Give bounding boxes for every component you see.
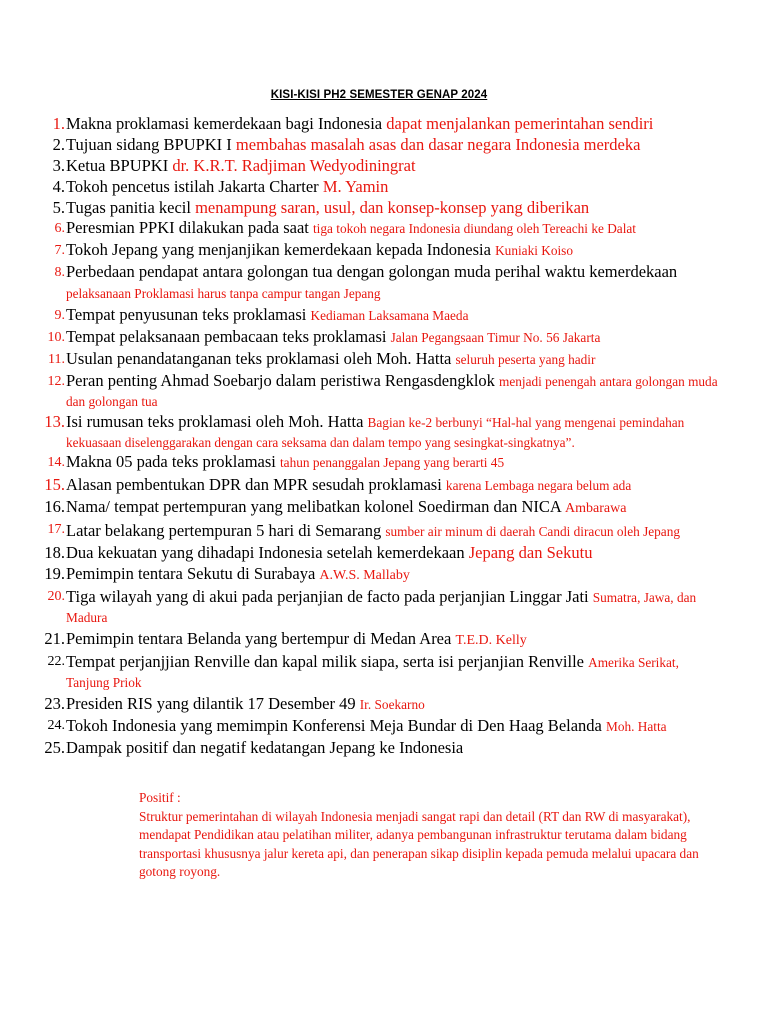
- item-number: 2.: [52, 135, 65, 154]
- list-item: [0, 412, 768, 452]
- list-item: [0, 176, 768, 197]
- list-item: [0, 371, 768, 412]
- question-text: Tempat penyusunan teks proklamasi: [66, 305, 311, 324]
- question-text: Alasan pembentukan DPR dan MPR sesudah proklamasi: [66, 475, 446, 494]
- answer-text: dapat menjalankan pemerintahan sendiri: [386, 114, 654, 133]
- answer-text: tiga tokoh negara Indonesia diundang oleh Tereachi ke Dalat: [312, 221, 636, 236]
- list-item: [0, 519, 768, 542]
- answer-text: A.W.S. Mallaby: [319, 568, 410, 583]
- answer-text: seluruh peserta yang hadir: [455, 352, 596, 367]
- question-text: Presiden RIS yang dilantik 17 Desember 49: [66, 694, 360, 713]
- answer-text: Jepang dan Sekutu: [468, 543, 593, 562]
- question-text: Peran penting Ahmad Soebarjo dalam peristiwa Rengasdengklok: [66, 371, 500, 390]
- question-text: Tujuan sidang BPUPKI I: [66, 135, 236, 154]
- item-number: 21.: [44, 629, 65, 648]
- question-text: Dampak positif dan negatif kedatangan Jepang ke Indonesia: [66, 738, 464, 757]
- question-text: Perbedaan pendapat antara golongan tua dengan golongan muda perihal waktu kemerdekaan: [66, 262, 678, 281]
- document-title: KISI-KISI PH2 SEMESTER GENAP 2024: [270, 89, 488, 101]
- item-number: 6.: [54, 221, 65, 236]
- answer-text: Jalan Pegangsaan Timur No. 56 Jakarta: [390, 330, 601, 345]
- list-item: [0, 496, 768, 519]
- list-item: [0, 197, 768, 218]
- answer-text: Sumatra, Jawa, dan Madura: [66, 590, 697, 625]
- list-item: [0, 474, 768, 496]
- item-number: 5.: [52, 198, 65, 217]
- item-number: 13.: [44, 412, 65, 431]
- answer-text: Ambarawa: [565, 501, 627, 516]
- answer-text: dr. K.R.T. Radjiman Wedyodiningrat: [172, 156, 416, 175]
- list-item: [0, 628, 768, 651]
- question-text: Tokoh Jepang yang menjanjikan kemerdekaan kepada Indonesia: [66, 240, 496, 259]
- answer-text: Ir. Soekarno: [359, 697, 425, 712]
- positif-label: Positif :: [139, 790, 181, 805]
- list-item: [0, 218, 768, 240]
- list-item: [0, 452, 768, 474]
- answer-text: karena Lembaga negara belum ada: [445, 478, 632, 493]
- question-text: Makna proklamasi kemerdekaan bagi Indonesia: [66, 114, 387, 133]
- item-number: 9.: [54, 308, 65, 323]
- answer-text: menjadi penengah antara golongan muda dan golongan tua: [66, 374, 718, 409]
- positif-text: Struktur pemerintahan di wilayah Indonesia menjadi sangat rapi dan detail (RT dan RW di masyarakat), mendapat Pendidikan atau pelatihan militer, adanya pembangunan infrastruktur terutama dalam bidang transportasi khususnya jalur kereta api, dan penerapan sikap disiplin kepada pemuda melalui upacara dan gotong royong.: [139, 808, 699, 880]
- item-number: 22.: [47, 654, 65, 669]
- item-number: 1.: [52, 114, 65, 133]
- answer-text: Moh. Hatta: [606, 719, 667, 734]
- item-number: 17.: [47, 522, 65, 537]
- question-text: Dua kekuatan yang dihadapi Indonesia setelah kemerdekaan: [66, 543, 469, 562]
- list-item: [0, 305, 768, 327]
- list-item: [0, 113, 768, 134]
- item-number: 7.: [54, 243, 65, 258]
- list-item: [0, 563, 768, 586]
- question-text: Latar belakang pertempuran 5 hari di Semarang: [66, 521, 386, 540]
- question-text: Pemimpin tentara Sekutu di Surabaya: [66, 564, 320, 583]
- item-number: 10.: [47, 330, 65, 345]
- list-item: [0, 715, 768, 737]
- list-item: [0, 240, 768, 262]
- question-text: Tokoh pencetus istilah Jakarta Charter: [66, 177, 323, 196]
- item-number: 18.: [44, 543, 65, 562]
- item-number: 19.: [44, 564, 65, 583]
- list-item: [0, 155, 768, 176]
- question-text: Isi rumusan teks proklamasi oleh Moh. Hatta: [66, 412, 368, 431]
- question-text: Nama/ tempat pertempuran yang melibatkan kolonel Soedirman dan NICA: [66, 497, 565, 516]
- list-item: [0, 327, 768, 349]
- item-number: 23.: [44, 694, 65, 713]
- question-text: Tokoh Indonesia yang memimpin Konferensi Meja Bundar di Den Haag Belanda: [66, 716, 606, 735]
- question-text: Makna 05 pada teks proklamasi: [66, 452, 280, 471]
- item-number: 12.: [47, 374, 65, 389]
- list-item: [0, 651, 768, 693]
- question-text: Usulan penandatanganan teks proklamasi oleh Moh. Hatta: [66, 349, 456, 368]
- answer-text: Bagian ke-2 berbunyi “Hal-hal yang mengenai pemindahan kekuasaan diselenggarakan dengan cara seksama dan dalam tempo yang sesingkat-singkatnya”.: [66, 415, 685, 450]
- item-number: 3.: [52, 156, 65, 175]
- item-number: 25.: [44, 738, 65, 757]
- answer-text: T.E.D. Kelly: [455, 633, 527, 648]
- list-item: [0, 134, 768, 155]
- question-list: [0, 113, 768, 759]
- answer-text: Kuniaki Koiso: [495, 243, 574, 258]
- question-text: Tempat perjanjjian Renville dan kapal milik siapa, serta isi perjanjian Renville: [66, 652, 589, 671]
- question-text: Tiga wilayah yang di akui pada perjanjian de facto pada perjanjian Linggar Jati: [66, 587, 593, 606]
- list-item: [0, 693, 768, 715]
- list-item: [0, 262, 768, 305]
- answer-text: pelaksanaan Proklamasi harus tanpa campur tangan Jepang: [66, 286, 381, 301]
- item-number: 8.: [54, 265, 65, 280]
- answer-text: M. Yamin: [322, 177, 389, 196]
- question-text: Tempat pelaksanaan pembacaan teks proklamasi: [66, 327, 391, 346]
- question-text: Peresmian PPKI dilakukan pada saat: [66, 218, 313, 237]
- answer-text: menampung saran, usul, dan konsep-konsep yang diberikan: [195, 198, 590, 217]
- answer-text: tahun penanggalan Jepang yang berarti 45: [279, 455, 505, 470]
- answer-text: membahas masalah asas dan dasar negara Indonesia merdeka: [235, 135, 641, 154]
- question-text: Pemimpin tentara Belanda yang bertempur di Medan Area: [66, 629, 456, 648]
- answer-text: Kediaman Laksamana Maeda: [310, 308, 469, 323]
- item-number: 20.: [47, 589, 65, 604]
- list-item: [0, 349, 768, 371]
- item-number: 15.: [44, 475, 65, 494]
- question-text: Tugas panitia kecil: [66, 198, 196, 217]
- list-item: [0, 542, 768, 563]
- answer-text: Amerika Serikat, Tanjung Priok: [66, 655, 679, 690]
- positif-section: [139, 789, 699, 882]
- item-number: 11.: [48, 352, 65, 367]
- answer-text: sumber air minum di daerah Candi diracun oleh Jepang: [385, 524, 680, 539]
- item-number: 16.: [44, 497, 65, 516]
- item-number: 4.: [52, 177, 65, 196]
- item-number: 24.: [47, 718, 65, 733]
- list-item: [0, 737, 768, 759]
- list-item: [0, 586, 768, 628]
- item-number: 14.: [47, 455, 65, 470]
- question-text: Ketua BPUPKI: [66, 156, 173, 175]
